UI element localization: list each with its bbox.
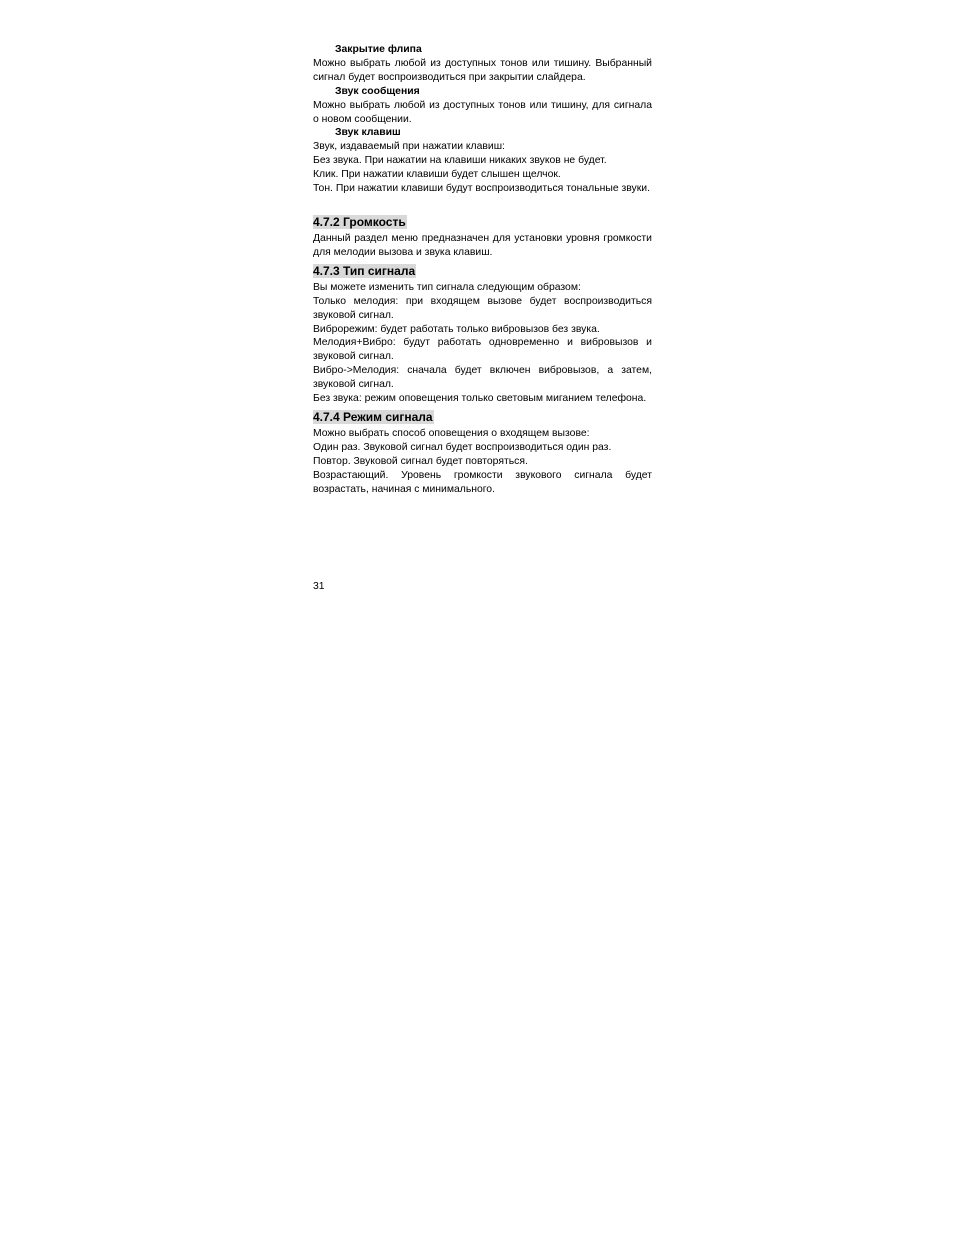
flip-close-text: Можно выбрать любой из доступных тонов или тишину. Выбранный сигнал будет воспроизводиться при закрытии слайдера. xyxy=(313,57,652,83)
section-heading-volume: 4.7.2 Громкость xyxy=(313,214,406,229)
signal-mode-line: Повтор. Звуковой сигнал будет повторяться. xyxy=(313,455,528,467)
message-sound-title: Звук сообщения xyxy=(335,85,420,97)
signal-mode-line: Возрастающий. Уровень громкости звукового сигнала будет возрастать, начиная с минимального. xyxy=(313,469,652,495)
signal-type-line: Вы можете изменить тип сигнала следующим образом: xyxy=(313,281,581,293)
signal-type-line: Только мелодия: при входящем вызове будет воспроизводиться звуковой сигнал. xyxy=(313,295,652,321)
signal-type-line: Вибро->Мелодия: сначала будет включен вибровызов, а затем, звуковой сигнал. xyxy=(313,365,652,391)
key-sound-line: Тон. При нажатии клавиши будут воспроизводиться тональные звуки. xyxy=(313,183,650,195)
signal-mode-line: Один раз. Звуковой сигнал будет воспроизводиться один раз. xyxy=(313,441,612,453)
volume-text: Данный раздел меню предназначен для установки уровня громкости для мелодии вызова и звука клавиш. xyxy=(313,232,652,258)
signal-mode-line: Можно выбрать способ оповещения о входящем вызове: xyxy=(313,427,590,439)
signal-type-line: Мелодия+Вибро: будут работать одновременно и вибровызов и звуковой сигнал. xyxy=(313,337,652,363)
key-sound-title: Звук клавиш xyxy=(335,127,401,139)
message-sound-text: Можно выбрать любой из доступных тонов или тишину, для сигнала о новом сообщении. xyxy=(313,99,652,125)
key-sound-line: Без звука. При нажатии на клавиши никаких звуков не будет. xyxy=(313,155,607,167)
document-page xyxy=(313,43,652,496)
section-heading-signal-mode: 4.7.4 Режим сигнала xyxy=(313,409,433,424)
signal-type-line: Виброрежим: будет работать только вибровызов без звука. xyxy=(313,323,600,335)
page-number: 31 xyxy=(313,581,325,592)
section-heading-signal-type: 4.7.3 Тип сигнала xyxy=(313,263,416,278)
key-sound-line: Звук, издаваемый при нажатии клавиш: xyxy=(313,141,505,153)
flip-close-title: Закрытие флипа xyxy=(335,44,422,55)
key-sound-line: Клик. При нажатии клавиши будет слышен щелчок. xyxy=(313,169,561,181)
signal-type-line: Без звука: режим оповещения только световым миганием телефона. xyxy=(313,393,647,405)
